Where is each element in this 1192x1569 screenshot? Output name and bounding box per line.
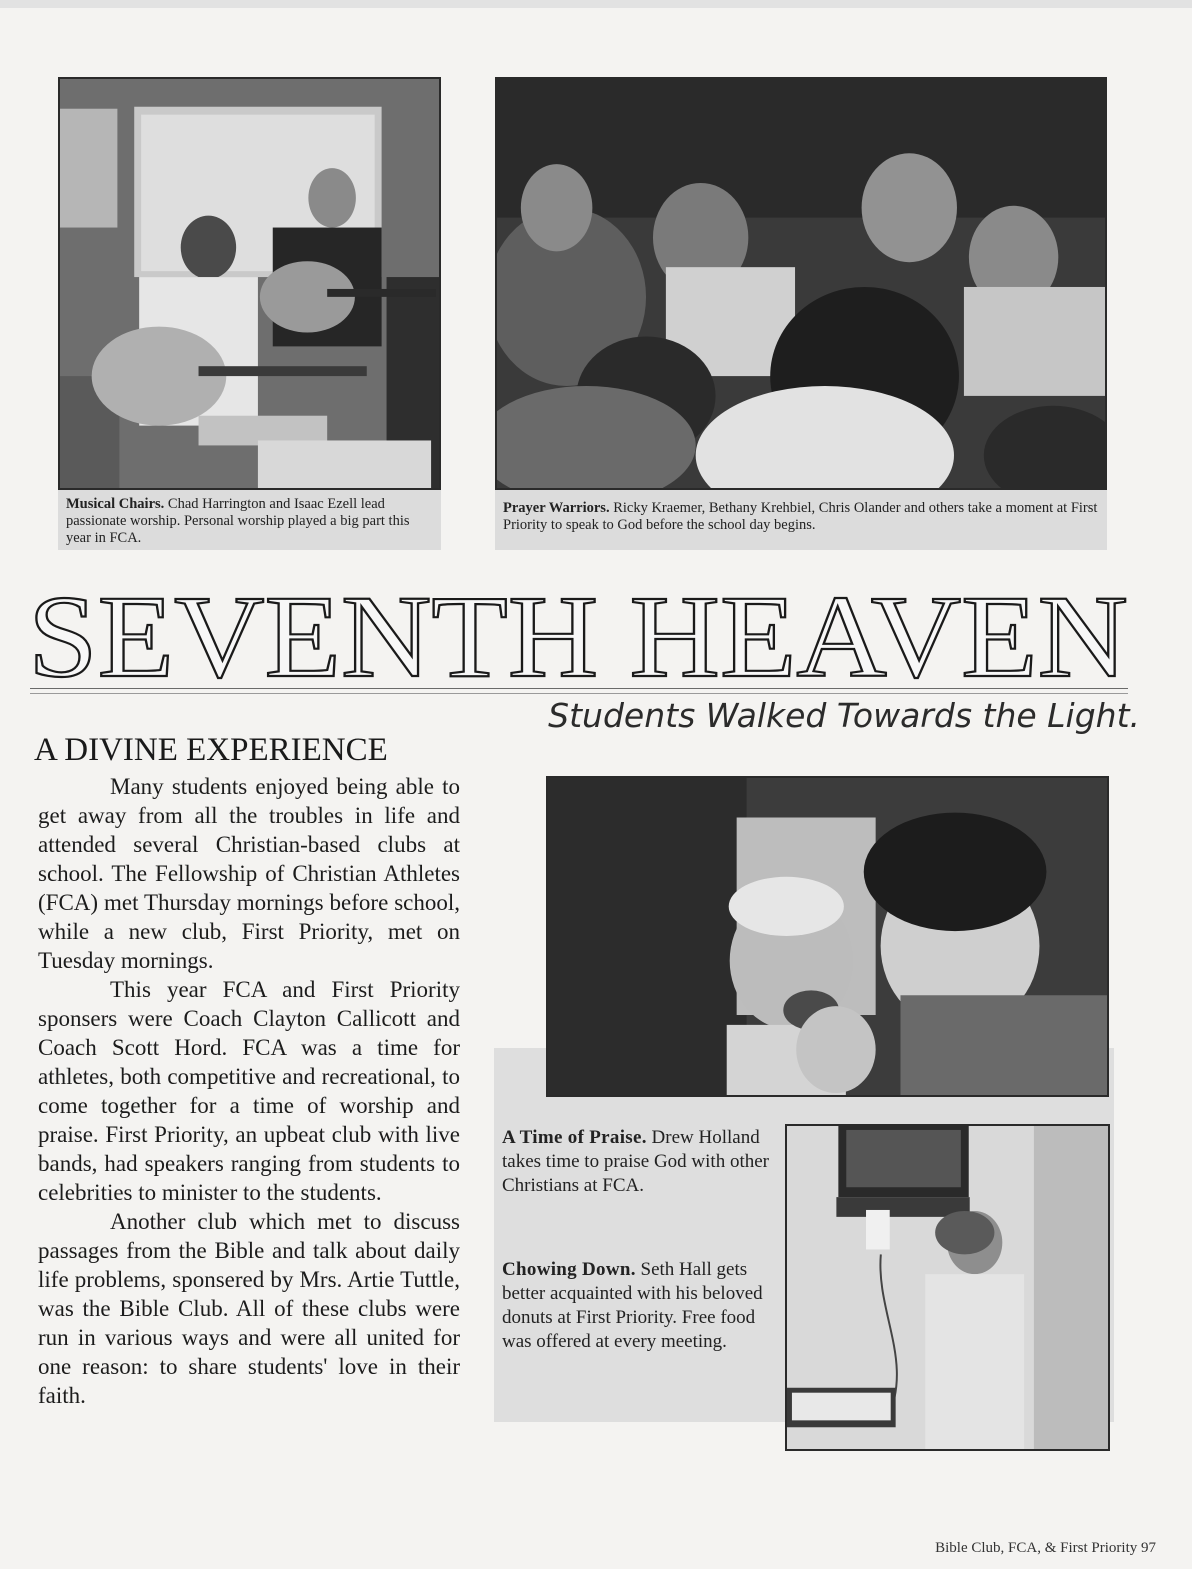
page-footer xyxy=(935,1540,1156,1557)
paragraph: This year FCA and First Priority sponsers were Coach Clayton Callicott and Coach Scott Hord. FCA was a time for athletes, both competitive and recreational, to come together for a time of worship and praise. First Priority, an upbeat club with live bands, had speakers ranging from students to celebrities to minister to the students. xyxy=(38,977,460,1205)
body-text xyxy=(38,772,460,1410)
paragraph: Many students enjoyed being able to get away from all the troubles in life and attended several Christian-based clubs at school. The Fellowship of Christian Athletes (FCA) met Thursday mornings before school, while a new club, First Priority, met on Tuesday mornings. xyxy=(38,774,460,973)
photo-time-of-praise xyxy=(785,1124,1110,1451)
page-top-edge xyxy=(0,0,1192,8)
caption-musical-chairs xyxy=(58,490,441,550)
page-number: 97 xyxy=(1141,1540,1156,1556)
subtitle: Students Walked Towards the Light. xyxy=(548,696,1140,735)
caption-chowing-down xyxy=(502,1258,776,1354)
paragraph: Another club which met to discuss passages from the Bible and talk about daily life problems, sponsered by Mrs. Artie Tuttle, was the Bible Club. All of these clubs were run in various ways and were all united for one reason: to share students' love in their faith. xyxy=(38,1209,460,1408)
footer-section: Bible Club, FCA, & First Priority xyxy=(935,1540,1138,1556)
photo-chowing-down xyxy=(546,776,1109,1097)
section-heading: A DIVINE EXPERIENCE xyxy=(34,732,388,768)
caption-title: A Time of Praise. xyxy=(502,1127,647,1148)
caption-prayer-warriors xyxy=(495,490,1107,550)
headline-rule xyxy=(30,688,1128,689)
caption-title: Prayer Warriors. xyxy=(503,500,610,516)
caption-body: Drew Holland takes time to praise God with other Christians at FCA. xyxy=(502,1127,769,1196)
photo-musical-chairs xyxy=(58,77,441,490)
caption-body: Chad Harrington and Isaac Ezell lead passionate worship. Personal worship played a big part this year in FCA. xyxy=(66,496,410,546)
caption-title: Musical Chairs. xyxy=(66,496,165,512)
photo-prayer-warriors xyxy=(495,77,1107,490)
caption-time-of-praise xyxy=(502,1126,776,1198)
headline-text: SEVENTH HEAVEN xyxy=(28,578,1128,688)
caption-body: Seth Hall gets better acquainted with his beloved donuts at First Priority. Free food was offered at every meeting. xyxy=(502,1259,763,1352)
headline xyxy=(28,578,1138,688)
caption-title: Chowing Down. xyxy=(502,1259,636,1280)
headline-rule-lower xyxy=(30,693,1128,694)
caption-body: Ricky Kraemer, Bethany Krehbiel, Chris Olander and others take a moment at First Priority to speak to God before the school day begins. xyxy=(503,500,1098,533)
